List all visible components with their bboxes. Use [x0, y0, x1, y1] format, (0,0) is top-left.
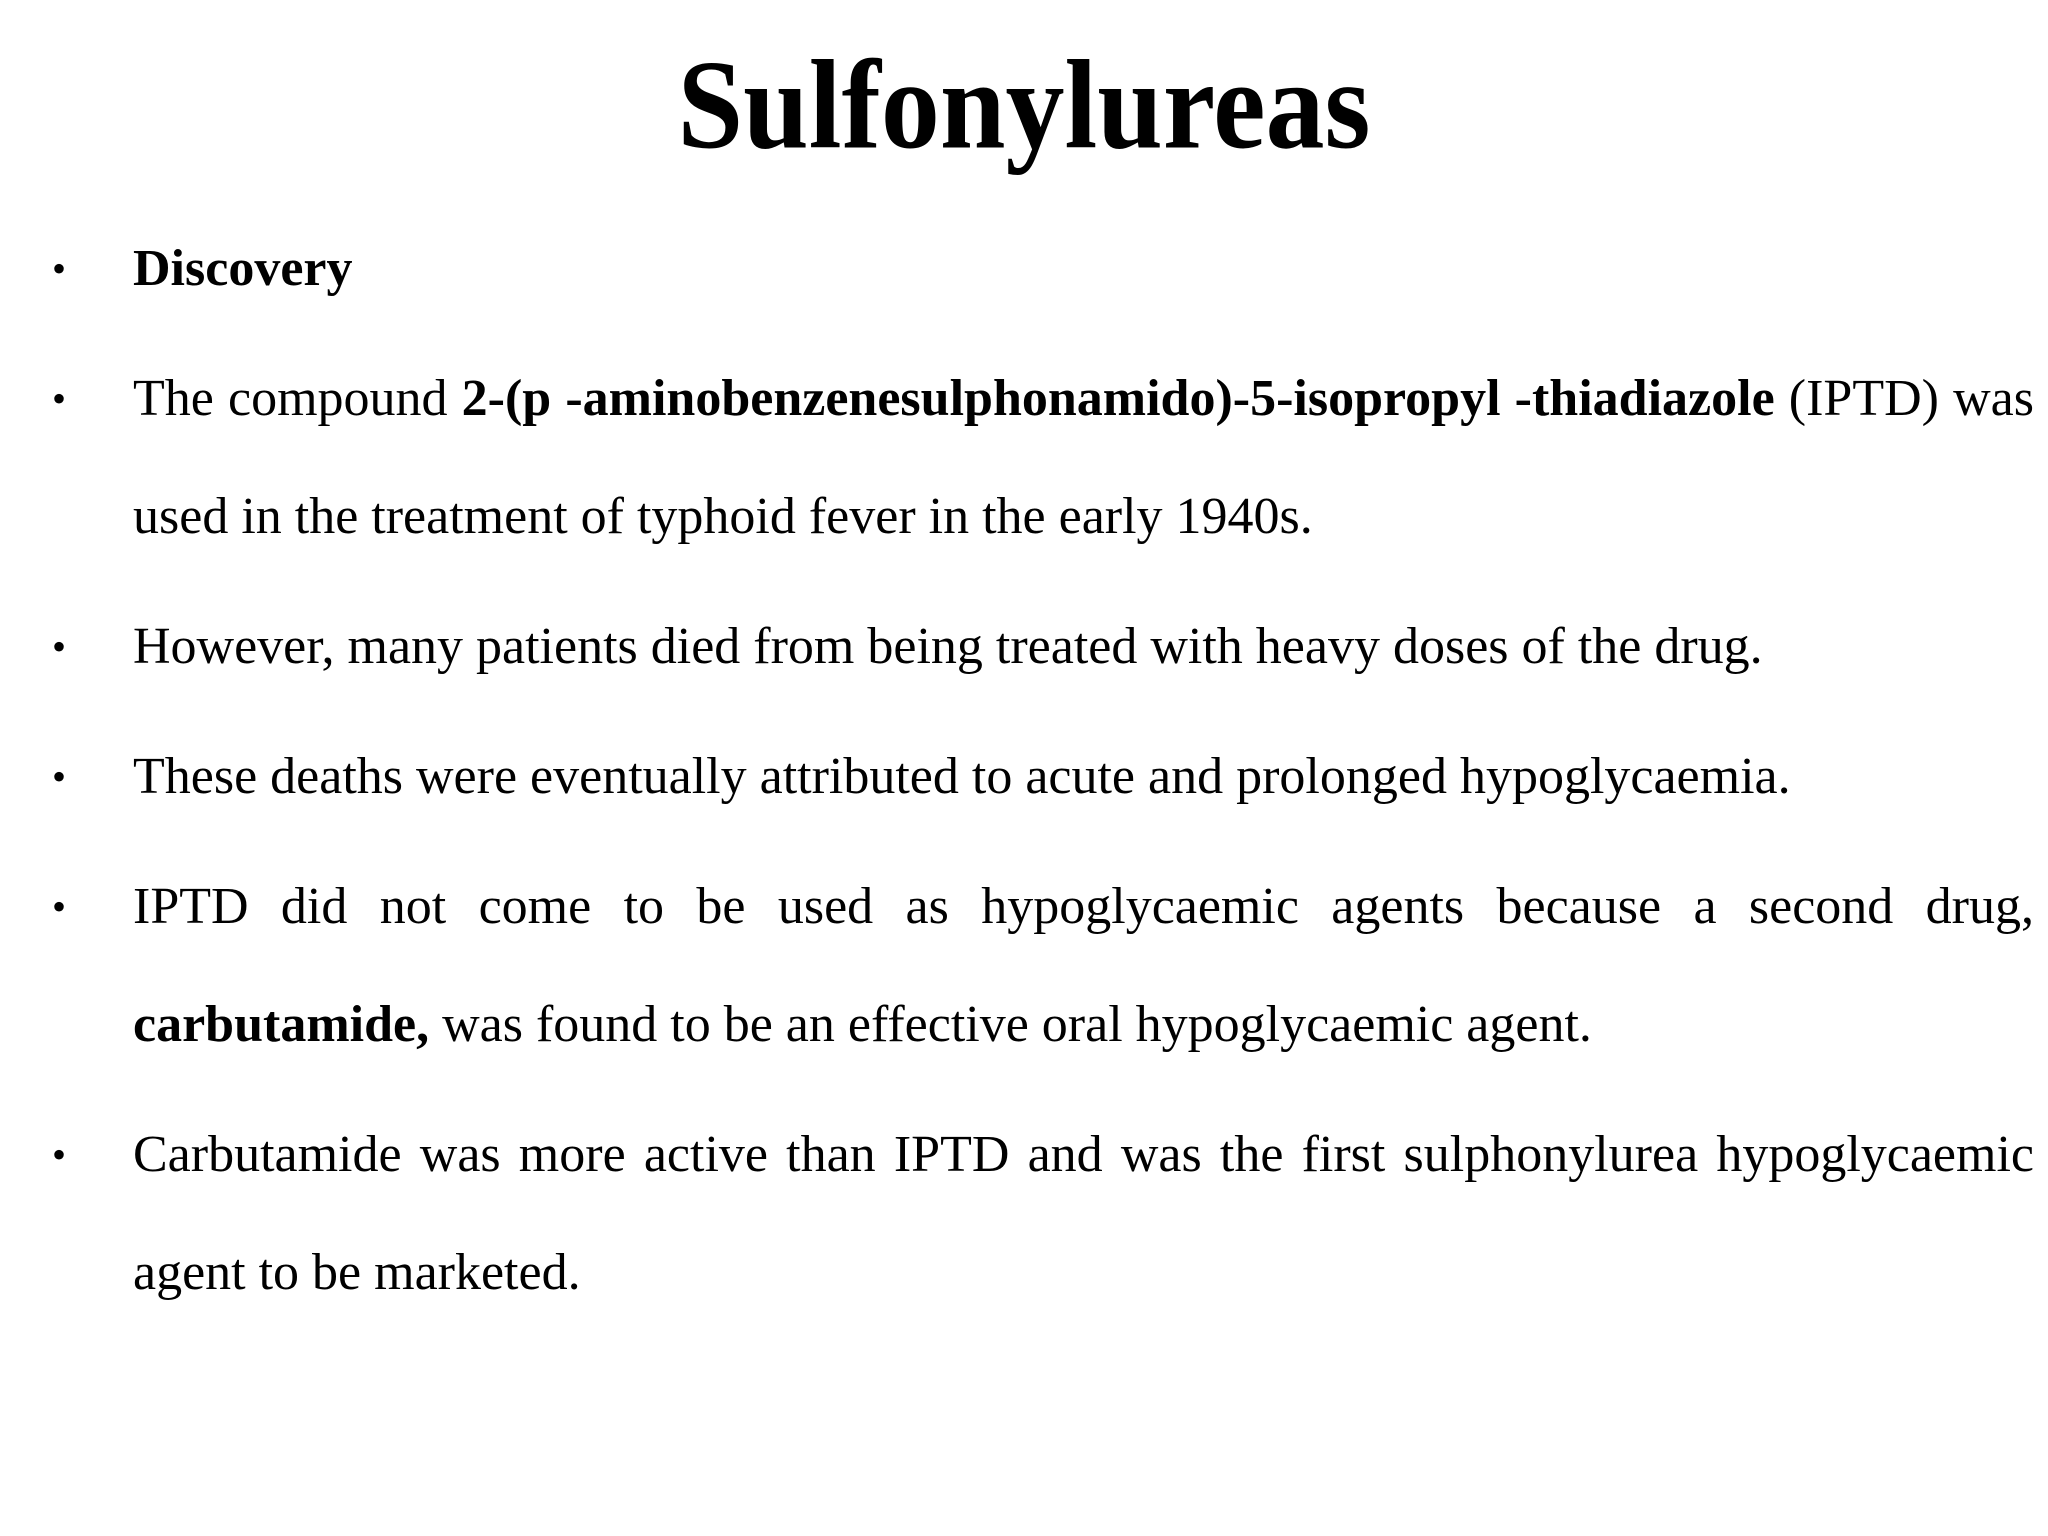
slide-title: Sulfonylureas — [677, 34, 1371, 176]
bullet-text: Discovery — [133, 240, 353, 297]
bullet-icon: • — [52, 624, 67, 669]
bullet-discovery — [52, 210, 2034, 328]
bullet-text-tail: (IPTD) was used in the treatment of typhoid fever in the early 1940s. — [133, 370, 2034, 545]
bullet-text: These deaths were eventually attributed to acute and prolonged hypoglycaemia. — [133, 748, 1791, 805]
bullet-icon: • — [52, 246, 67, 291]
bullet-icon: • — [52, 1132, 67, 1177]
bullet-text: However, many patients died from being treated with heavy doses of the drug. — [133, 618, 1763, 675]
bullet-icon: • — [52, 884, 67, 929]
bullet-list — [52, 210, 2034, 1344]
bullet-text-lead: IPTD did not come to be used as hypoglycaemic agents because a second drug, — [133, 878, 2034, 935]
compound-name: 2-(p -aminobenzenesulphonamido)-5-isopropyl -thiadiazole — [461, 370, 1775, 427]
bullet-icon: • — [52, 376, 67, 421]
bullet-text-tail: was found to be an effective oral hypoglycaemic agent. — [429, 996, 1592, 1053]
bullet-carbutamide-marketed — [52, 1096, 2034, 1332]
bullet-icon: • — [52, 754, 67, 799]
bullet-carbutamide-found — [52, 848, 2034, 1084]
drug-name: carbutamide, — [133, 996, 430, 1053]
bullet-hypoglycaemia — [52, 718, 2034, 836]
bullet-text: Carbutamide was more active than IPTD and was the first sulphonylurea hypoglycaemic agent to be marketed. — [133, 1126, 2034, 1301]
bullet-iptd-compound — [52, 340, 2034, 576]
bullet-text-lead: The compound — [133, 370, 462, 427]
bullet-patients-died — [52, 588, 2034, 706]
